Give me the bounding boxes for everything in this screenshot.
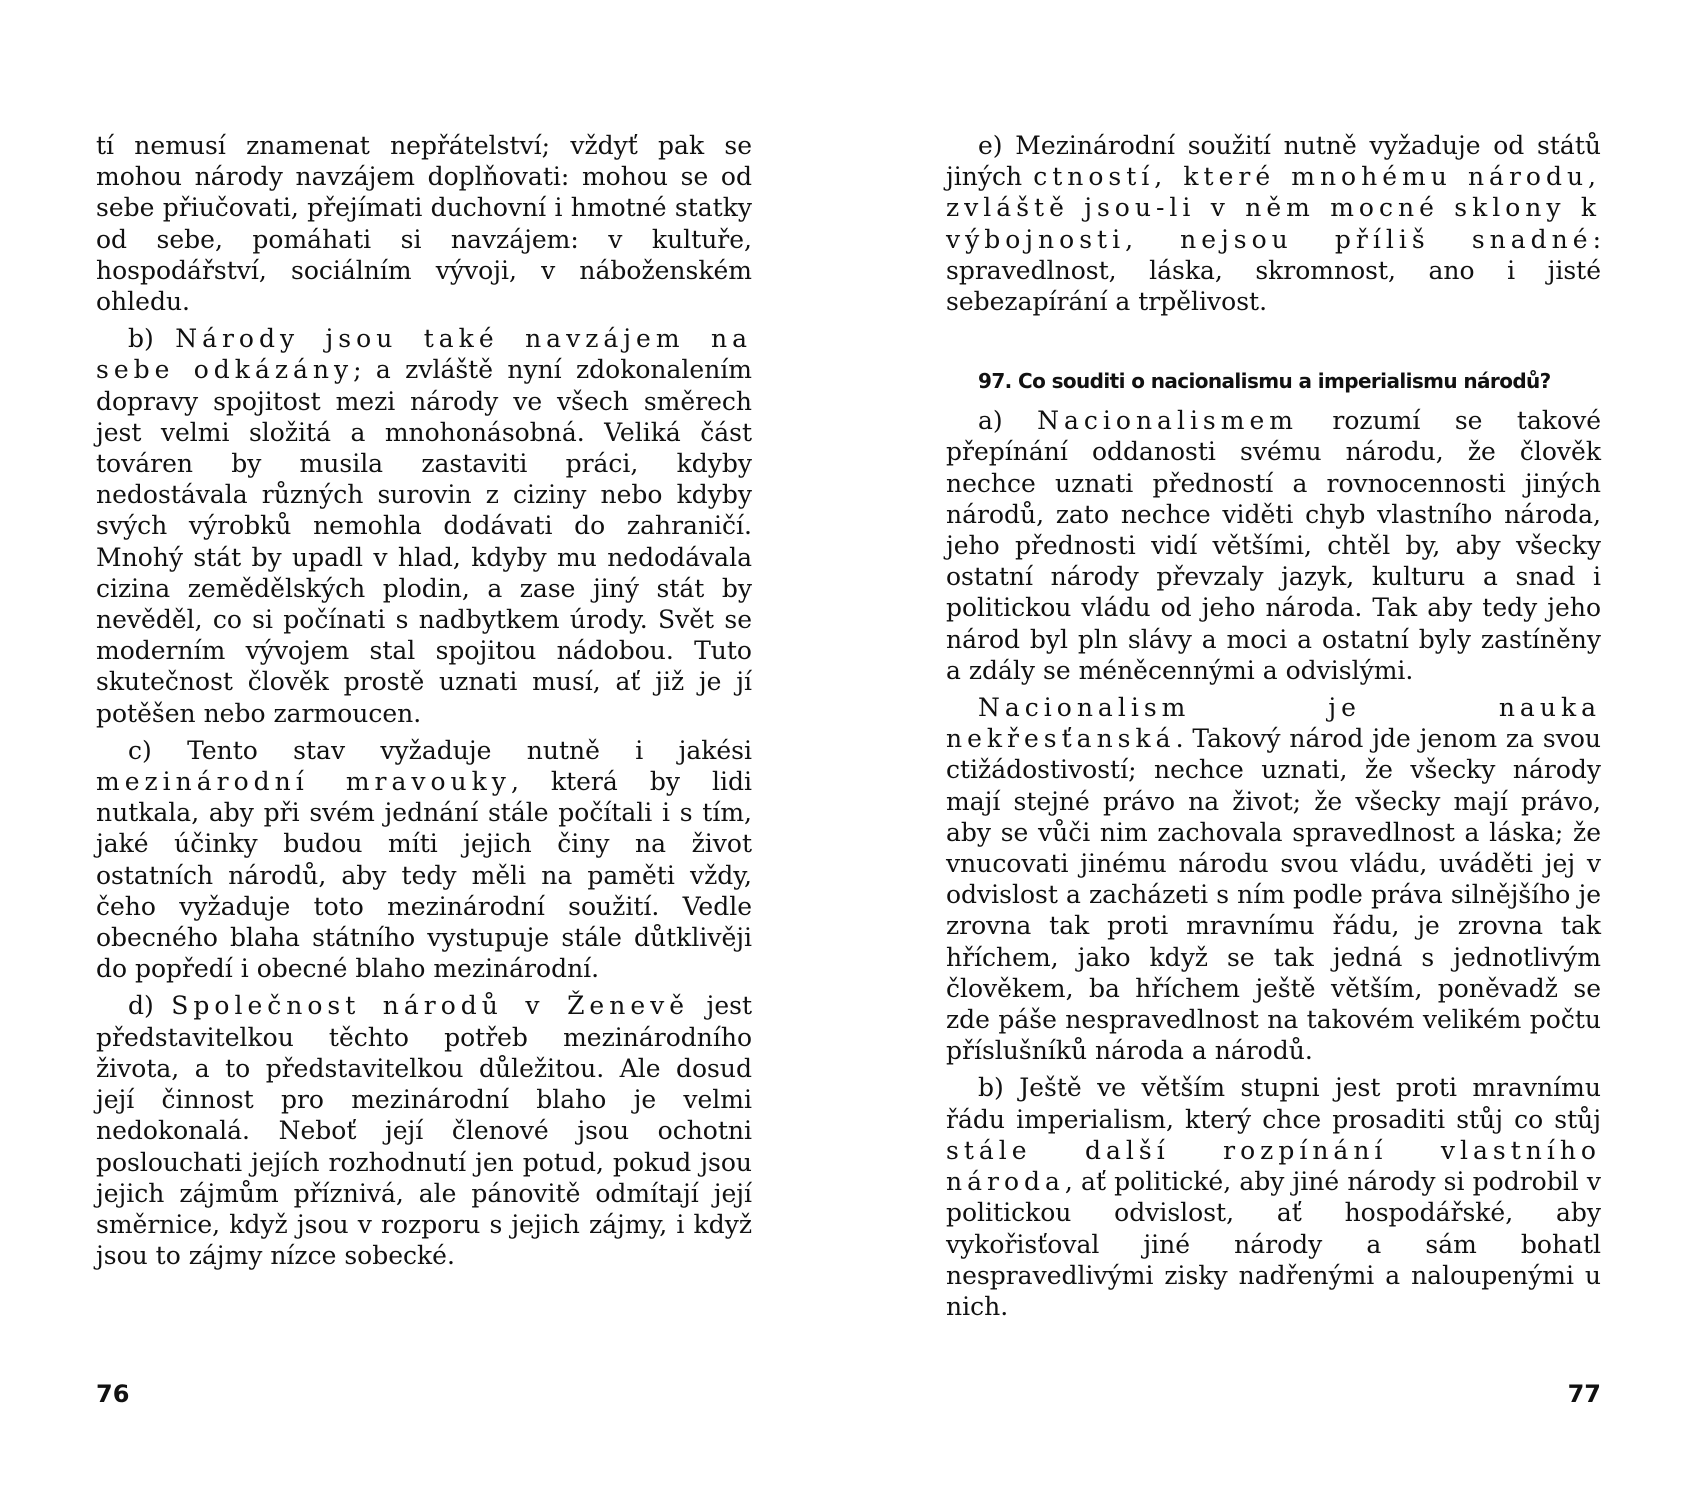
paragraph [96,130,752,317]
paragraph [946,1072,1601,1322]
text-run: a) [978,406,1038,436]
right-page-text [946,130,1601,1328]
section-heading: 97. Co souditi o nacionalismu a imperialismu národů? [978,369,1551,394]
page-number: 77 [1567,1380,1601,1408]
emphasized-text: Společnost národů v Ženevě [171,991,690,1021]
left-page-text [96,130,752,1277]
text-run: ; a zvláště nyní zdokonalením dopravy spojitost mezi národy ve všech směrech jest velmi složitá a mnohonásobná. Veliká část továren by musila zastaviti práci, kdyby nedostávala různých surovin z ciziny nebo kdyby svých výrobků nemohla dodávati do zahraničí. Mnohý stát by upadl v hlad, kdyby mu nedodávala cizina zemědělských plodin, a zase jiný stát by nevěděl, co si počínati s nadbytkem úrody. Svět se moderním vývojem stal spojitou nádobou. Tuto skutečnost člověk prostě uznati musí, ať již je jí potěšen nebo zarmoucen. [96,355,753,728]
text-run: . Takový národ jde jenom za svou ctižádostivostí; nechce uznati, že všecky národy mají stejné právo na život; že všecky mají právo, aby se vůči nim zachovala spravedlnost a láska; že vnucovati jinému národu svou vládu, uváděti jej v odvislost a zacházeti s ním podle práva silnějšího je zrovna tak proti mravnímu řádu, je zrovna tak hříchem, jako když se tak jedná s jednotlivým člověkem, ba hříchem ještě větším, poněvadž se zde páše nespravedlnost na takovém velikém počtu příslušníků národa a národů. [946,724,1601,1066]
text-run: b) [128,324,176,354]
emphasized-text: Národy jsou také navzájem na sebe odkázány [96,324,752,385]
text-run: e) Mezinárodní soužití nutně vyžaduje od států jiných [946,131,1601,192]
text-run: rozumí se takové přepínání oddanosti svému národu, že člověk nechce uznati předností a rovnocennosti jiných národů, zato nechce viděti chyb vlastního národa, jeho přednosti vidí většími, chtěl by, aby všecky ostatní národy převzaly jazyk, kulturu a snad i politickou vládu od jeho národa. Tak aby tedy jeho národ byl pln slávy a moci a ostatní byly zastíněny a zdály se méněcennými a odvislými. [946,406,1601,685]
paragraph [96,990,752,1271]
paragraph [96,323,752,729]
text-run: : spravedlnost, láska, skromnost, ano i jisté sebezapírání a trpělivost. [946,224,1601,317]
emphasized-text: Nacionalismem [1037,406,1298,436]
page-number: 76 [96,1380,130,1408]
text-run: d) [128,991,172,1021]
emphasized-text: mezinárodní mravouky [96,767,511,797]
paragraph [946,692,1601,1066]
emphasized-text: ctností, které mnohému národu, zvláště jsou-li v něm mocné sklony k výbojnosti, nejsou příliš snadné [946,162,1601,254]
right-page [846,0,1692,1500]
emphasized-text: Nacionalism je nauka nekřesťanská [946,693,1601,754]
emphasized-text: stále další rozpínání vlastního národa [946,1135,1601,1197]
paragraph [946,405,1601,686]
paragraph [96,735,752,985]
text-run: , ať politické, aby jiné národy si podrobil v politickou odvislost, ať hospodářské, aby vykořisťoval jiné národy a sám bohatl nespravedlivými zisky nadřenými a naloupenými u nich. [946,1167,1601,1321]
text-run: c) Tento stav vyžaduje nutně i jakési [128,735,752,765]
paragraph [946,130,1601,317]
text-run: b) Ještě ve větším stupni jest proti mravnímu řádu imperialism, který chce prosaditi stůj co stůj [946,1073,1601,1134]
text-run: tí nemusí znamenat nepřátelství; vždyť pak se mohou národy navzájem doplňovati: mohou se od sebe přiučovati, přejímati duchovní i hmotné statky od sebe, pomáhati si navzájem: v kultuře, hospodářství, sociálním vývoji, v náboženském ohledu. [96,131,752,317]
text-run: jest představitelkou těchto potřeb mezinárodního života, a to představitelkou důležitou. Ale dosud její činnost pro mezinárodní blaho je velmi nedokonalá. Neboť její členové jsou ochotni poslouchati jejích rozhodnutí jen potud, pokud jsou jejich zájmům příznivá, ale pánovitě odmítají její směrnice, když jsou v rozporu s jejich zájmy, i když jsou to zájmy nízce sobecké. [96,991,752,1271]
text-run: , která by lidi nutkala, aby při svém jednání stále počítali i s tím, jaké účinky budou míti jejich činy na život ostatních národů, aby tedy měli na paměti vždy, čeho vyžaduje toto mezinárodní soužití. Vedle obecného blaha státního vystupuje stále důtklivěji do popředí i obecné blaho mezinárodní. [96,767,752,984]
